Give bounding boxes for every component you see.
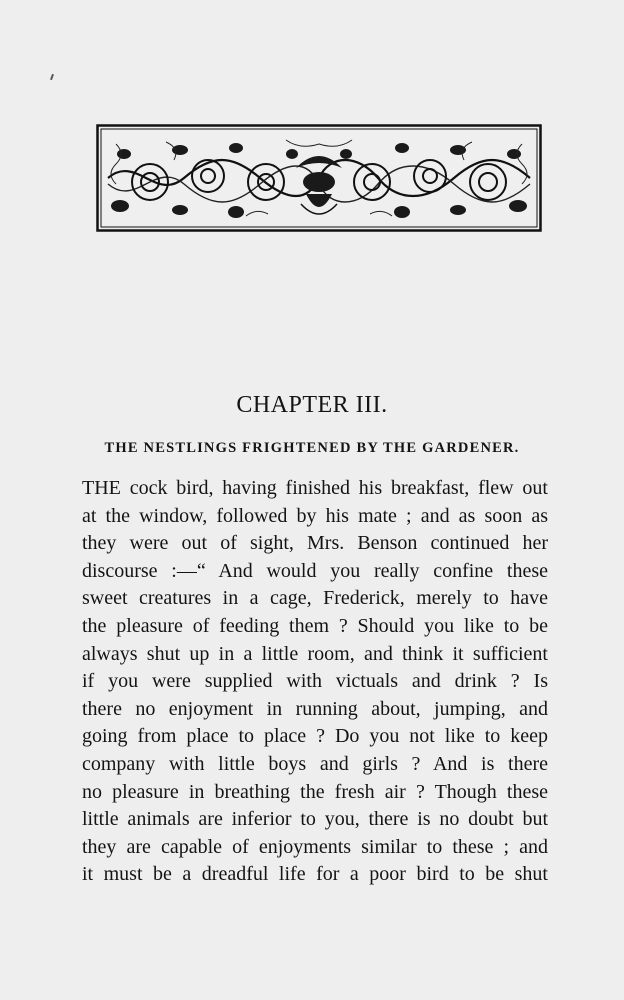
text-line: the pleasure of feeding them ? Should you like to be <box>82 614 548 637</box>
text-line: at the window, followed by his mate ; and as soon as <box>82 504 548 527</box>
text-line: it must be a dreadful life for a poor bird to be shut <box>82 863 548 886</box>
ornamental-headpiece <box>96 124 542 232</box>
text-line: they are capable of enjoyments similar to these ; and <box>82 835 548 858</box>
text-line: discourse :—“ And would you really confine these <box>82 559 548 582</box>
text-line: sweet creatures in a cage, Frederick, merely to have <box>82 587 548 610</box>
text-line: no pleasure in breathing the fresh air ? Though these <box>82 780 548 803</box>
text-line: they were out of sight, Mrs. Benson continued her <box>82 532 548 555</box>
text-line: company with little boys and girls ? And is there <box>82 752 548 775</box>
body-paragraph <box>82 475 548 889</box>
chapter-subtitle: THE NESTLINGS FRIGHTENED BY THE GARDENER. <box>104 440 520 456</box>
text-line: always shut up in a little room, and think it sufficient <box>82 642 548 665</box>
text-line: there no enjoyment in running about, jumping, and <box>82 697 548 720</box>
text-line: going from place to place ? Do you not like to keep <box>82 725 548 748</box>
page-mark <box>50 74 54 80</box>
text-line: little animals are inferior to you, there is no doubt but <box>82 808 548 831</box>
text-line: if you were supplied with victuals and drink ? Is <box>82 670 548 693</box>
chapter-heading: CHAPTER III. <box>236 392 388 418</box>
text-line: THE cock bird, having finished his breakfast, flew out <box>82 477 548 499</box>
